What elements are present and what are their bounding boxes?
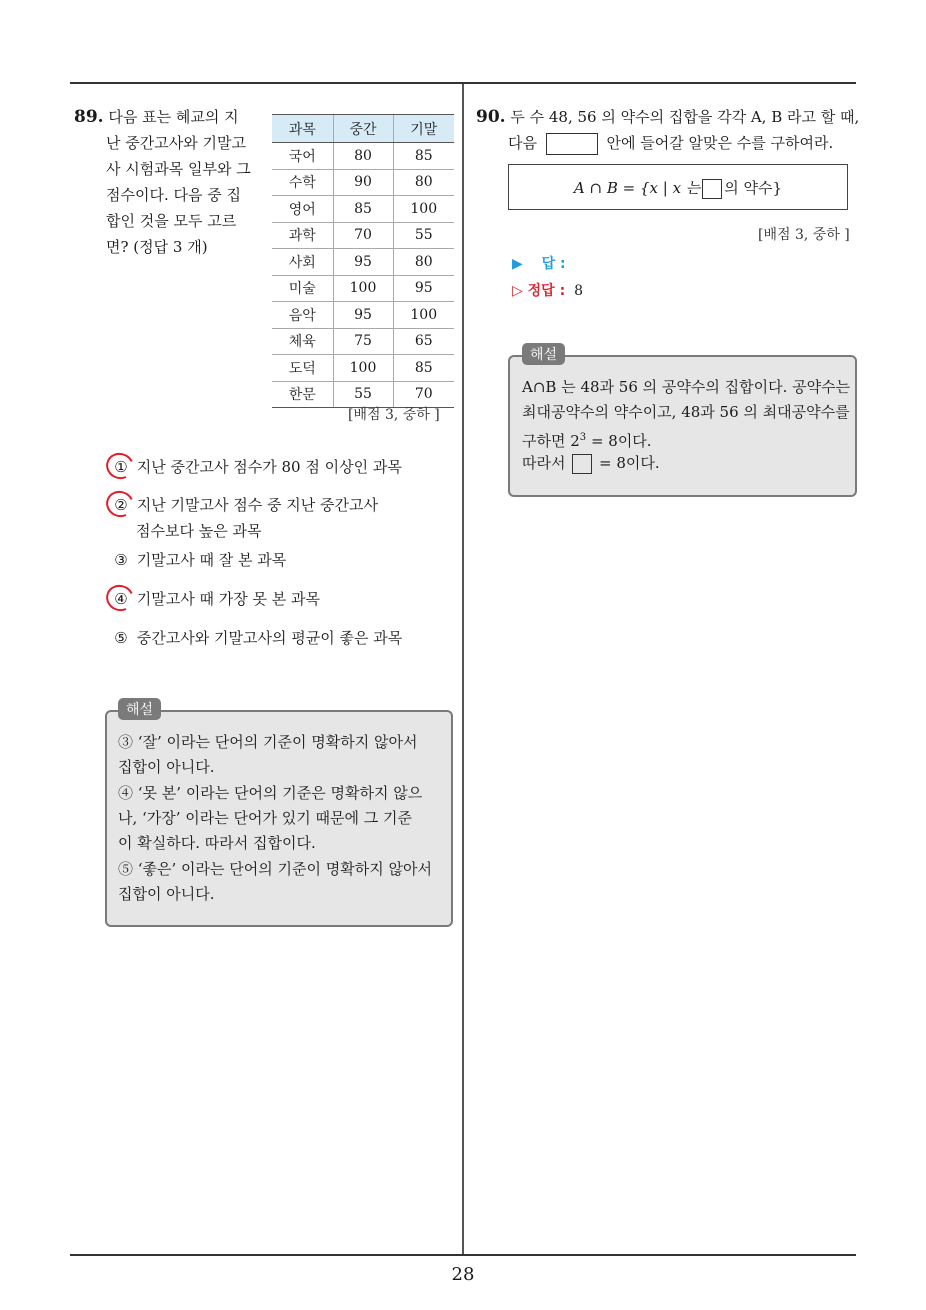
- explain-line: [522, 451, 660, 476]
- choice-2[interactable]: [110, 492, 378, 544]
- page-number: 28: [451, 1264, 475, 1285]
- final-cell: 85: [393, 143, 454, 170]
- subject-cell: 국어: [272, 143, 333, 170]
- answer-label: 답 :: [541, 256, 566, 272]
- subject-cell: 과학: [272, 222, 333, 249]
- final-cell: 80: [393, 249, 454, 276]
- play-icon: ▶: [512, 256, 523, 272]
- subject-cell: 한문: [272, 381, 333, 408]
- midterm-cell: 80: [333, 143, 393, 170]
- explain-text: 따라서: [522, 454, 566, 472]
- q89-meta: [배점 3, 중하 ]: [348, 407, 440, 423]
- midterm-cell: 100: [333, 275, 393, 302]
- q89-line: 난 중간고사와 기말고: [106, 134, 246, 152]
- choice-number: ④: [110, 586, 132, 608]
- final-cell: 55: [393, 222, 454, 249]
- choice-number: ②: [110, 492, 132, 514]
- choice-4[interactable]: [110, 586, 320, 612]
- choice-text-cont: 점수보다 높은 과목: [136, 522, 262, 540]
- choice-text: 지난 기말고사 점수 중 지난 중간고사: [136, 496, 378, 514]
- q90-line: 안에 들어갈 알맞은 수를 구하여라.: [606, 134, 834, 152]
- table-row: [272, 328, 454, 355]
- midterm-cell: 95: [333, 302, 393, 329]
- q90-number: 90.: [476, 107, 506, 127]
- table-header: 과목: [272, 115, 333, 143]
- q90-stem: [476, 104, 859, 156]
- choice-1[interactable]: [110, 454, 402, 480]
- q89-explanation-tab: 해설: [118, 698, 161, 720]
- explain-text: 구하면 2: [522, 432, 580, 450]
- subject-cell: 사회: [272, 249, 333, 276]
- correct-value: 8: [574, 283, 583, 299]
- table-row: [272, 222, 454, 249]
- q89-line: 합인 것을 모두 고르: [106, 212, 237, 230]
- final-cell: 100: [393, 302, 454, 329]
- subject-cell: 수학: [272, 169, 333, 196]
- choice-text: 중간고사와 기말고사의 평균이 좋은 과목: [136, 629, 403, 647]
- explain-line: 최대공약수의 약수이고, 48과 56 의 최대공약수를: [522, 403, 850, 421]
- explain-text: = 8이다.: [586, 432, 652, 450]
- q90-meta: [배점 3, 중하 ]: [758, 227, 850, 243]
- q89-line: 다음 표는 혜교의 지: [108, 108, 239, 126]
- final-cell: 85: [393, 355, 454, 382]
- choice-text: 기말고사 때 가장 못 본 과목: [136, 590, 321, 608]
- exponent: 3: [579, 432, 587, 443]
- blank-box: [546, 133, 598, 155]
- equation-box: [508, 164, 848, 210]
- final-cell: 100: [393, 196, 454, 223]
- q89-line: 면? (정답 3 개): [106, 238, 208, 256]
- table-row: [272, 302, 454, 329]
- choice-number: ⑤: [114, 629, 128, 647]
- final-cell: 65: [393, 328, 454, 355]
- table-row: [272, 196, 454, 223]
- subject-cell: 미술: [272, 275, 333, 302]
- choice-number: ①: [110, 454, 132, 476]
- table-header: 기말: [393, 115, 454, 143]
- q89-number: 89.: [74, 107, 104, 127]
- column-divider: [462, 84, 464, 1255]
- choice-3[interactable]: [110, 547, 286, 573]
- q89-line: 사 시험과목 일부와 그: [106, 160, 251, 178]
- correct-label: 정답 :: [527, 283, 566, 299]
- q90-line: 두 수 48, 56 의 약수의 집합을 각각 A, B 라고 할 때,: [510, 108, 860, 126]
- equation-text: A ∩ B = {x | x 는: [573, 179, 701, 197]
- blank-box: [702, 179, 722, 199]
- final-cell: 95: [393, 275, 454, 302]
- explain-line: [522, 425, 652, 454]
- equation-text: 의 약수}: [724, 179, 783, 197]
- explain-line: ⑤ ‘좋은’ 이라는 단어의 기준이 명확하지 않아서: [118, 860, 432, 878]
- choice-number: ③: [114, 551, 128, 569]
- explain-line: 나, ‘가장’ 이라는 단어가 있기 때문에 그 기준: [118, 809, 413, 827]
- explain-line: A∩B 는 48과 56 의 공약수의 집합이다. 공약수는: [522, 378, 851, 396]
- explain-line: ③ ‘잘’ 이라는 단어의 기준이 명확하지 않아서: [118, 733, 418, 751]
- table-row: [272, 355, 454, 382]
- explain-line: 이 확실하다. 따라서 집합이다.: [118, 834, 316, 852]
- table-row: [272, 275, 454, 302]
- bottom-rule: [70, 1254, 856, 1256]
- answer-row: [512, 253, 566, 273]
- q90-explanation-tab: 해설: [522, 343, 565, 365]
- table-header: 중간: [333, 115, 393, 143]
- explain-line: ④ ‘못 본’ 이라는 단어의 기준은 명확하지 않으: [118, 784, 423, 802]
- midterm-cell: 75: [333, 328, 393, 355]
- outline-play-icon: ▷: [512, 283, 523, 299]
- q90-line: 다음: [508, 134, 537, 152]
- subject-cell: 영어: [272, 196, 333, 223]
- q89-stem: [74, 104, 251, 260]
- blank-box: [572, 454, 592, 474]
- midterm-cell: 95: [333, 249, 393, 276]
- final-cell: 70: [393, 381, 454, 408]
- choice-text: 기말고사 때 잘 본 과목: [136, 551, 287, 569]
- table-row: [272, 169, 454, 196]
- explain-line: 집합이 아니다.: [118, 885, 215, 903]
- table-row: [272, 249, 454, 276]
- explain-line: 집합이 아니다.: [118, 758, 215, 776]
- table-row: [272, 143, 454, 170]
- final-cell: 80: [393, 169, 454, 196]
- subject-cell: 도덕: [272, 355, 333, 382]
- q89-line: 점수이다. 다음 중 집: [106, 186, 241, 204]
- choice-text: 지난 중간고사 점수가 80 점 이상인 과목: [136, 458, 402, 476]
- midterm-cell: 70: [333, 222, 393, 249]
- subject-cell: 체육: [272, 328, 333, 355]
- correct-answer-row: [512, 280, 583, 300]
- score-table: [272, 114, 454, 408]
- midterm-cell: 55: [333, 381, 393, 408]
- table-header-row: [272, 115, 454, 143]
- explain-text: = 8이다.: [599, 454, 660, 472]
- midterm-cell: 90: [333, 169, 393, 196]
- midterm-cell: 100: [333, 355, 393, 382]
- midterm-cell: 85: [333, 196, 393, 223]
- subject-cell: 음악: [272, 302, 333, 329]
- choice-5[interactable]: [110, 625, 402, 651]
